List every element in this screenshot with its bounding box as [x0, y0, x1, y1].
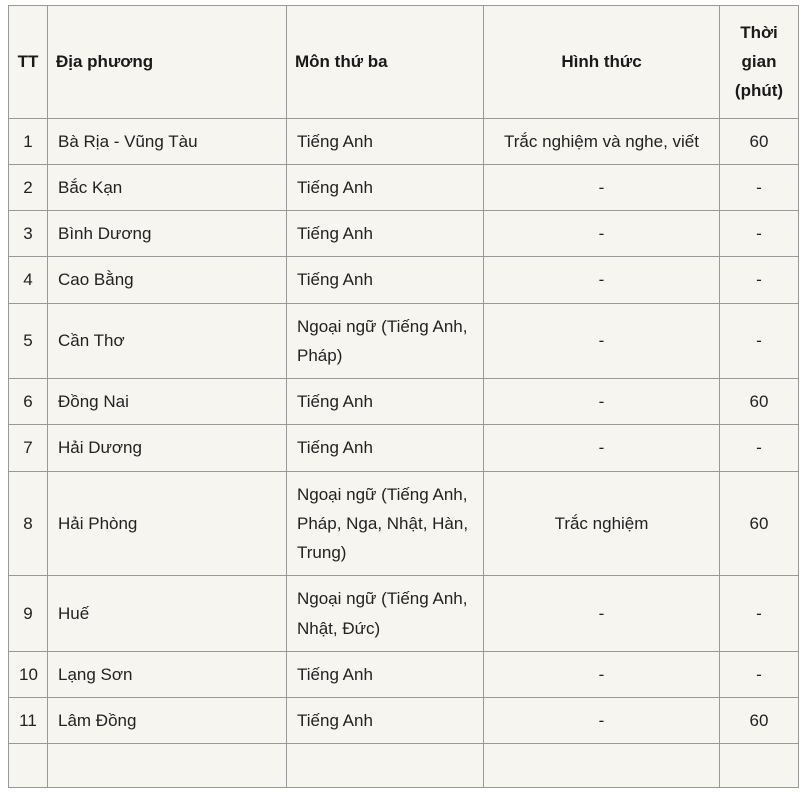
cell-hinh-thuc: Trắc nghiệm	[484, 471, 720, 576]
cell-tt: 1	[9, 118, 48, 164]
cell-hinh-thuc: -	[484, 425, 720, 471]
exam-third-subject-table	[8, 5, 799, 788]
header-row	[9, 6, 799, 119]
table-row	[9, 164, 799, 210]
col-header-tt: TT	[9, 6, 48, 119]
table-row	[9, 425, 799, 471]
table-row	[9, 211, 799, 257]
table-row	[9, 118, 799, 164]
cell-thoi-gian: -	[720, 651, 799, 697]
cell-hinh-thuc: -	[484, 257, 720, 303]
cell-tt: 3	[9, 211, 48, 257]
cell-dia-phuong: Cao Bằng	[48, 257, 287, 303]
cell-dia-phuong	[48, 744, 287, 788]
cell-tt: 9	[9, 576, 48, 651]
cell-thoi-gian	[720, 744, 799, 788]
cell-mon-thu-ba: Tiếng Anh	[287, 697, 484, 743]
cell-tt: 10	[9, 651, 48, 697]
cell-thoi-gian: 60	[720, 697, 799, 743]
table-row	[9, 697, 799, 743]
table-row	[9, 257, 799, 303]
cell-dia-phuong: Hải Dương	[48, 425, 287, 471]
cell-hinh-thuc: -	[484, 164, 720, 210]
cell-dia-phuong: Hải Phòng	[48, 471, 287, 576]
col-header-hinh-thuc: Hình thức	[484, 6, 720, 119]
table-body	[9, 118, 799, 788]
cell-mon-thu-ba: Tiếng Anh	[287, 164, 484, 210]
cell-tt	[9, 744, 48, 788]
cell-tt: 11	[9, 697, 48, 743]
cell-hinh-thuc: -	[484, 379, 720, 425]
col-header-mon-thu-ba: Môn thứ ba	[287, 6, 484, 119]
cell-mon-thu-ba: Tiếng Anh	[287, 211, 484, 257]
cell-dia-phuong: Đồng Nai	[48, 379, 287, 425]
col-header-thoi-gian: Thời gian (phút)	[720, 6, 799, 119]
cell-mon-thu-ba: Ngoại ngữ (Tiếng Anh, Pháp, Nga, Nhật, Hàn, Trung)	[287, 471, 484, 576]
cell-tt: 8	[9, 471, 48, 576]
table-row	[9, 379, 799, 425]
cell-dia-phuong: Bắc Kạn	[48, 164, 287, 210]
cell-hinh-thuc: -	[484, 303, 720, 378]
table-row	[9, 576, 799, 651]
cell-dia-phuong: Cần Thơ	[48, 303, 287, 378]
cell-dia-phuong: Huế	[48, 576, 287, 651]
cell-mon-thu-ba: Ngoại ngữ (Tiếng Anh, Pháp)	[287, 303, 484, 378]
cell-tt: 7	[9, 425, 48, 471]
cell-thoi-gian: -	[720, 257, 799, 303]
cell-hinh-thuc: -	[484, 651, 720, 697]
table-row	[9, 303, 799, 378]
cell-thoi-gian: -	[720, 164, 799, 210]
cell-tt: 6	[9, 379, 48, 425]
table-row	[9, 471, 799, 576]
cell-tt: 4	[9, 257, 48, 303]
cell-hinh-thuc: -	[484, 576, 720, 651]
cell-mon-thu-ba: Tiếng Anh	[287, 379, 484, 425]
cell-mon-thu-ba: Tiếng Anh	[287, 651, 484, 697]
cell-dia-phuong: Lạng Sơn	[48, 651, 287, 697]
cell-hinh-thuc: Trắc nghiệm và nghe, viết	[484, 118, 720, 164]
cell-thoi-gian: -	[720, 425, 799, 471]
cell-hinh-thuc	[484, 744, 720, 788]
col-header-dia-phuong: Địa phương	[48, 6, 287, 119]
cell-mon-thu-ba: Tiếng Anh	[287, 425, 484, 471]
cell-thoi-gian: -	[720, 576, 799, 651]
cell-thoi-gian: -	[720, 303, 799, 378]
cell-thoi-gian: -	[720, 211, 799, 257]
cell-mon-thu-ba: Tiếng Anh	[287, 257, 484, 303]
cell-mon-thu-ba: Ngoại ngữ (Tiếng Anh, Nhật, Đức)	[287, 576, 484, 651]
cell-tt: 2	[9, 164, 48, 210]
cell-mon-thu-ba	[287, 744, 484, 788]
cell-mon-thu-ba: Tiếng Anh	[287, 118, 484, 164]
cell-thoi-gian: 60	[720, 379, 799, 425]
table-row	[9, 744, 799, 788]
cell-thoi-gian: 60	[720, 471, 799, 576]
cell-dia-phuong: Bình Dương	[48, 211, 287, 257]
cell-hinh-thuc: -	[484, 211, 720, 257]
cell-hinh-thuc: -	[484, 697, 720, 743]
table-header	[9, 6, 799, 119]
table-row	[9, 651, 799, 697]
cell-tt: 5	[9, 303, 48, 378]
cell-thoi-gian: 60	[720, 118, 799, 164]
cell-dia-phuong: Lâm Đồng	[48, 697, 287, 743]
cell-dia-phuong: Bà Rịa - Vũng Tàu	[48, 118, 287, 164]
